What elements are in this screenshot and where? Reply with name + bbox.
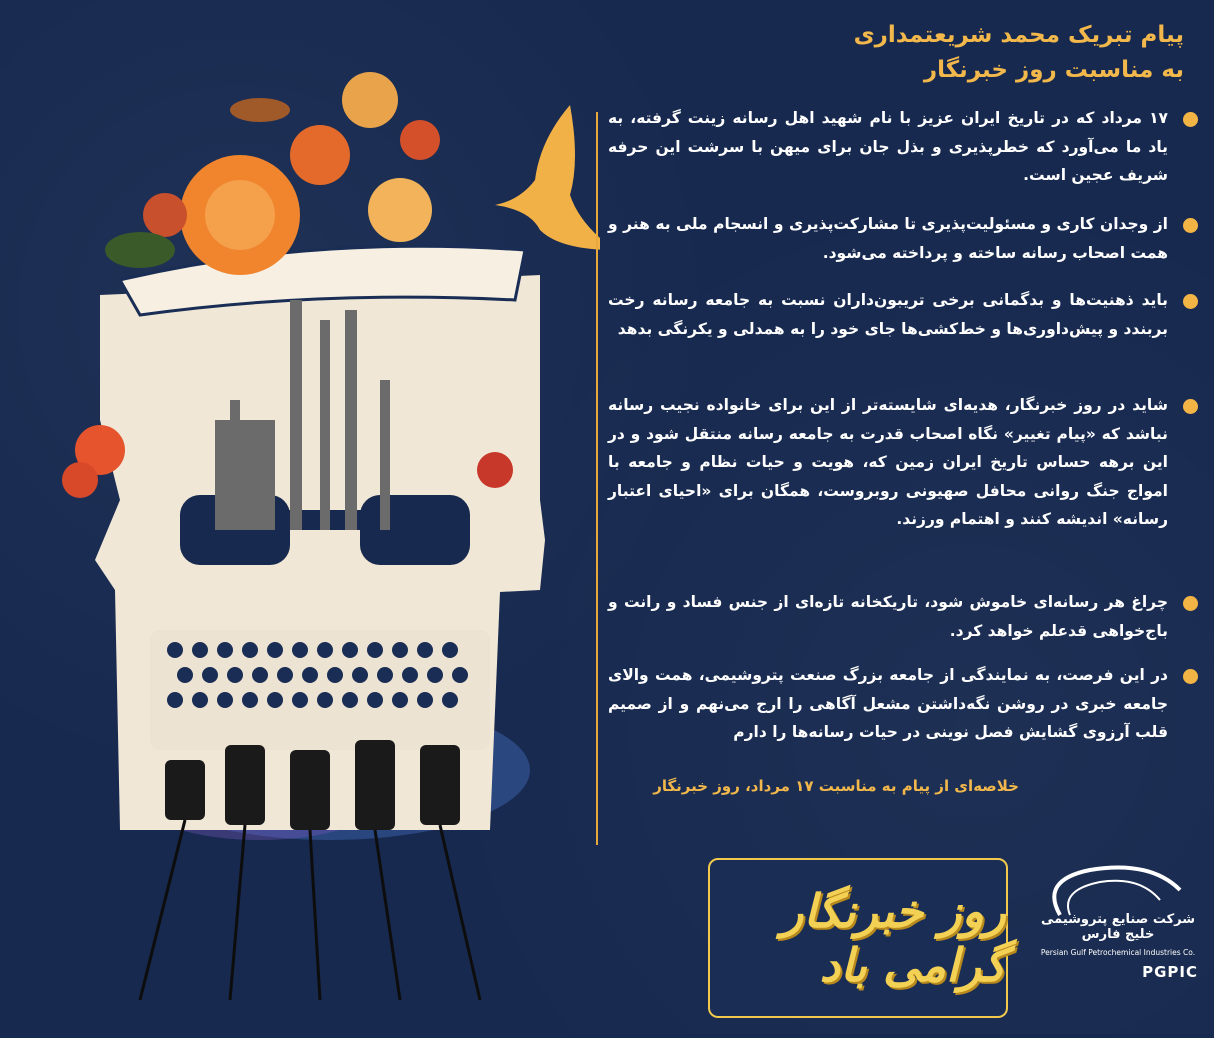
bullet-icon xyxy=(1183,218,1198,233)
page-title xyxy=(684,18,1184,88)
bullet-icon xyxy=(1183,294,1198,309)
company-logo xyxy=(1030,860,1206,1000)
paragraph-3: باید ذهنیت‌ها و بدگمانی برخی تریبون‌داران نسبت به جامعه رسانه رخت بربندد و پیش‌داوری‌ها و خط‌کشی‌ها جای خود را به همدلی و یکرنگی بدهد xyxy=(608,291,1168,338)
bullet-icon xyxy=(1183,112,1198,127)
title-line-2: به مناسبت روز خبرنگار xyxy=(923,57,1184,83)
bullet-icon xyxy=(1183,399,1198,414)
logo-swirl-icon xyxy=(1030,860,1206,920)
paragraph-6: در این فرصت، به نمایندگی از جامعه بزرگ صنعت پتروشیمی، همت والای جامعه خبری در روشن نگه‌داشتن مشعل آگاهی را ارج می‌نهم و از صمیم قلب آرزوی گشایش فصل نوینی در حیات رسانه‌ها را دارم xyxy=(608,666,1168,742)
divider-line xyxy=(596,112,598,845)
paragraph-1: ۱۷ مرداد که در تاریخ ایران عزیز با نام شهید اهل رسانه زینت گرفته، به یاد ما می‌آورد که خطرپذیری و بذل جان برای میهن با سرشت این حرفه شریف عجین است. xyxy=(608,109,1168,185)
signature-note: خلاصه‌ای از پیام به مناسبت ۱۷ مرداد، روز خبرنگار xyxy=(653,777,1019,795)
logo-abbr: PGPIC xyxy=(1142,963,1198,981)
paragraph-4: شاید در روز خبرنگار، هدیه‌ای شایسته‌تر از این برای خانواده نجیب رسانه نباشد که «پیام تغییر» نگاه اصحاب قدرت به جامعه رسانه منتقل شود و در این برهه حساس تاریخ ایران زمین که، هویت و حیات نظام و جامعه با امواج جنگ روانی محافل صهیونی روبروست، همگان برای «احیای اعتبار رسانه» اندیشه کنند و اهتمام ورزند. xyxy=(608,396,1168,529)
title-line-1: پیام تبریک محمد شریعتمداری xyxy=(853,22,1184,48)
calligraphy-badge xyxy=(708,858,1008,1018)
bullet-icon xyxy=(1183,669,1198,684)
bullet-icon xyxy=(1183,596,1198,611)
typewriter-illustration xyxy=(0,0,600,1034)
logo-name-en: Persian Gulf Petrochemical Industries Co. xyxy=(1040,948,1196,957)
logo-name-fa: شرکت صنایع پتروشیمی خلیج فارس xyxy=(1040,912,1196,942)
paragraph-2: از وجدان کاری و مسئولیت‌پذیری تا مشارکت‌پذیری و انسجام ملی به هنر و همت اصحاب رسانه ساخته و پرداخته می‌شود. xyxy=(608,215,1168,262)
paragraph-5: چراغ هر رسانه‌ای خاموش شود، تاریکخانه تازه‌ای از جنس فساد و رانت و باج‌خواهی قدعلم خواهد کرد. xyxy=(608,593,1168,640)
calligraphy-text: روز خبرنگار گرامی باد xyxy=(781,884,1006,992)
